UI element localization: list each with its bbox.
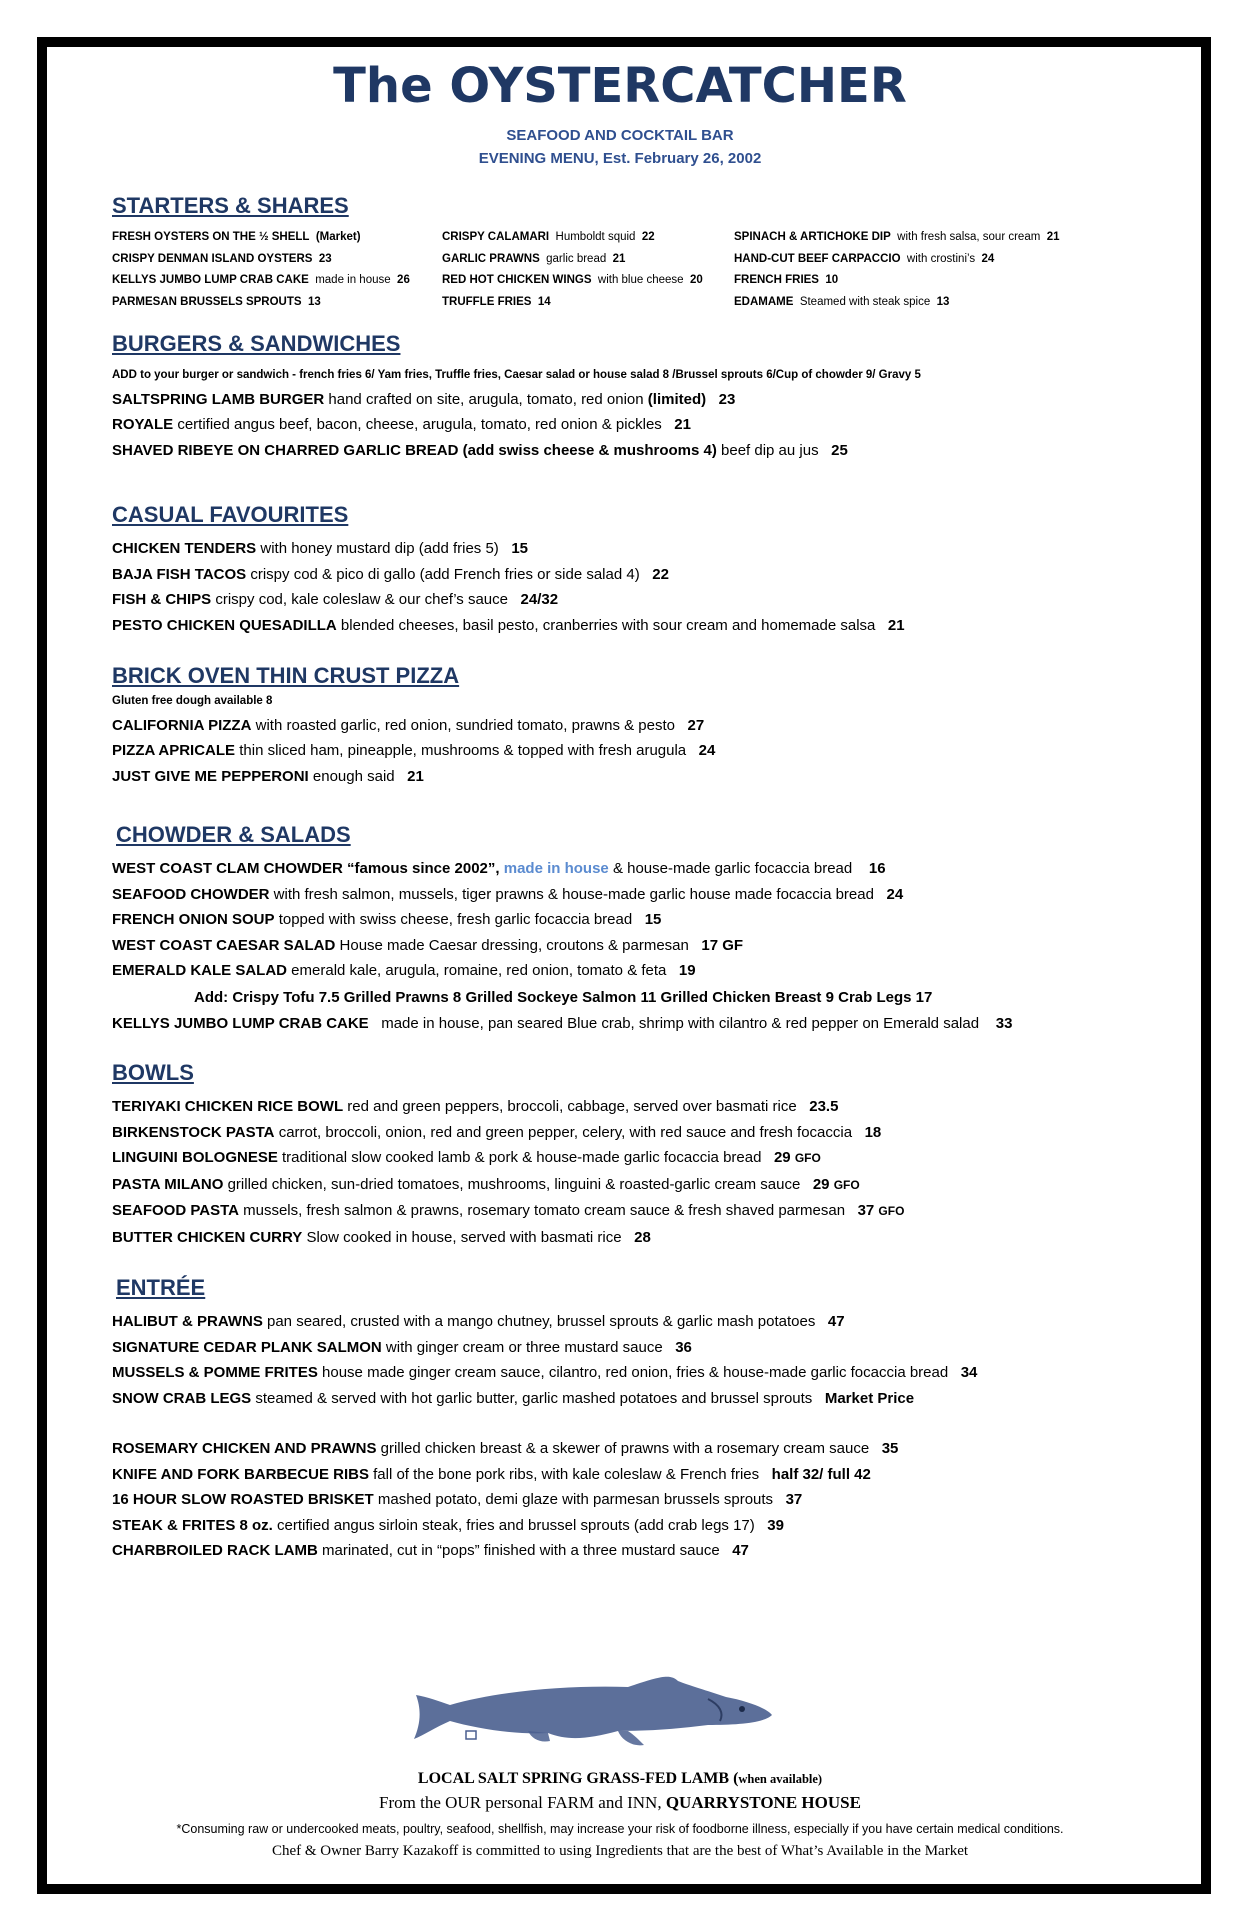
- lamb-availability: when available): [738, 1772, 823, 1786]
- item-suffix: GFO: [878, 1204, 905, 1218]
- section-heading: CASUAL FAVOURITES: [112, 502, 349, 527]
- item-price: 23.5: [809, 1098, 839, 1115]
- item-price: 28: [634, 1228, 651, 1246]
- section-casual: [112, 502, 1152, 638]
- section-heading: STARTERS & SHARES: [112, 193, 349, 218]
- menu-item: [112, 1120, 1152, 1146]
- fish-icon: [408, 1665, 778, 1750]
- item-name: FRENCH ONION SOUP: [112, 911, 275, 928]
- item-desc: made in house, pan seared Blue crab, shrimp with cilantro & red pepper on Emerald salad: [381, 1014, 980, 1032]
- item-name: SPINACH & ARTICHOKE DIP: [734, 231, 891, 243]
- item-name: JUST GIVE ME PEPPERONI: [112, 767, 309, 785]
- pizza-list: [112, 713, 1152, 790]
- item-desc: grilled chicken, sun-dried tomatoes, mushrooms, linguini & roasted-garlic cream sauce: [227, 1175, 801, 1193]
- item-price: 16: [868, 860, 886, 877]
- menu-item: [112, 1487, 1152, 1513]
- item-price: 13: [307, 295, 321, 308]
- item-name: TRUFFLE FRIES: [442, 295, 532, 308]
- item-name: PASTA MILANO: [112, 1175, 224, 1193]
- item-desc: red and green peppers, broccoli, cabbage, served over basmati rice: [347, 1098, 797, 1115]
- item-desc: with crostini’s: [906, 252, 976, 265]
- farm-name: QUARRYSTONE HOUSE: [665, 1793, 861, 1812]
- item-price: 18: [864, 1123, 882, 1141]
- menu-item: [112, 412, 1152, 438]
- addons-line: Add: Crispy Tofu 7.5 Grilled Prawns 8 Grilled Sockeye Salmon 11 Grilled Chicken Breast 9 Crab Legs 17: [194, 988, 933, 1006]
- menu-item: [112, 1094, 1152, 1120]
- item-price: 25: [831, 441, 848, 459]
- item-price: 33: [995, 1014, 1013, 1032]
- entree-list: [112, 1309, 1152, 1411]
- item-price: 10: [825, 274, 839, 286]
- section-starters: [112, 193, 1152, 313]
- entree-list: [112, 1436, 1152, 1564]
- menu-item: [734, 227, 1152, 249]
- menu-item: [112, 1225, 1152, 1251]
- item-name: FISH & CHIPS: [112, 591, 212, 608]
- lamb-line: [0, 1770, 1240, 1788]
- item-desc: hand crafted on site, arugula, tomato, red onion: [328, 390, 644, 408]
- item-price: 24: [886, 885, 904, 903]
- item-desc: thin sliced ham, pineapple, mushrooms & topped with fresh arugula: [239, 742, 687, 759]
- food-warning: *Consuming raw or undercooked meats, poultry, seafood, shellfish, may increase your risk of foodborne illness, especially if you have certain medical conditions.: [176, 1822, 1064, 1836]
- menu-item: [112, 562, 1152, 588]
- chowder-list: [112, 882, 1152, 984]
- item-name: CRISPY CALAMARI: [442, 231, 550, 243]
- item-desc: with ginger cream or three mustard sauce: [385, 1338, 663, 1356]
- item-name: STEAK & FRITES 8 oz.: [112, 1516, 273, 1534]
- item-desc: Humboldt squid: [555, 231, 636, 243]
- menu-item: [112, 856, 1152, 882]
- item-name: FRESH OYSTERS ON THE ½ SHELL: [112, 231, 310, 243]
- item-price: 15: [644, 911, 662, 928]
- item-name: PARMESAN BRUSSELS SPROUTS: [112, 295, 302, 308]
- section-burgers: [112, 331, 1152, 463]
- item-name: HAND-CUT BEEF CARPACCIO: [734, 252, 901, 265]
- item-price: 35: [881, 1440, 899, 1457]
- item-desc: with fresh salsa, sour cream: [897, 231, 1041, 243]
- menu-item: [112, 613, 1152, 639]
- item-price: 13: [936, 295, 950, 308]
- item-name: KELLYS JUMBO LUMP CRAB CAKE: [112, 274, 309, 286]
- item-price: 21: [612, 252, 626, 265]
- menu-item: [112, 1172, 1152, 1199]
- menu-item: [734, 292, 1152, 314]
- item-name: SALTSPRING LAMB BURGER: [112, 390, 325, 408]
- item-price: 26: [397, 274, 410, 286]
- fish-print-image: [408, 1665, 778, 1750]
- menu-item: [112, 713, 1152, 739]
- item-name: WEST COAST CAESAR SALAD: [112, 936, 336, 954]
- item-price: 21: [887, 616, 905, 634]
- item-price: 14: [537, 295, 551, 308]
- menu-item: [112, 1513, 1152, 1539]
- item-price: 29: [812, 1175, 830, 1193]
- item-name: KNIFE AND FORK BARBECUE RIBS: [112, 1465, 369, 1483]
- section-heading: BURGERS & SANDWICHES: [112, 331, 401, 356]
- item-name: CHICKEN TENDERS: [112, 540, 257, 557]
- menu-item: [112, 270, 442, 292]
- item-desc: marinated, cut in “pops” finished with a three mustard sauce: [322, 1542, 720, 1559]
- item-price: 24: [981, 252, 995, 265]
- item-name: FRENCH FRIES: [734, 274, 819, 286]
- lamb-text: LOCAL SALT SPRING GRASS-FED LAMB (: [417, 1770, 739, 1787]
- item-desc: House made Caesar dressing, croutons & parmesan: [339, 936, 689, 954]
- item-name: BUTTER CHICKEN CURRY: [112, 1228, 303, 1246]
- item-name: CALIFORNIA PIZZA: [112, 716, 252, 734]
- item-desc: traditional slow cooked lamb & pork & house-made garlic focaccia bread: [282, 1149, 762, 1166]
- item-name: SNOW CRAB LEGS: [112, 1389, 252, 1407]
- item-price: half 32/ full 42: [771, 1465, 871, 1483]
- item-name: PIZZA APRICALE: [112, 742, 236, 759]
- menu-item: [112, 958, 1152, 984]
- item-desc: with blue cheese: [597, 274, 684, 286]
- item-name: 16 HOUR SLOW ROASTED BRISKET: [112, 1491, 374, 1508]
- pizza-gluten-note: Gluten free dough available 8: [112, 695, 273, 707]
- section-bowls: [112, 1060, 1152, 1250]
- item-name: ROSEMARY CHICKEN AND PRAWNS: [112, 1440, 377, 1457]
- item-desc: grilled chicken breast & a skewer of prawns with a rosemary cream sauce: [380, 1440, 870, 1457]
- item-name: SEAFOOD CHOWDER: [112, 885, 270, 903]
- item-extra: (limited): [647, 390, 707, 408]
- item-desc: garlic bread: [546, 252, 607, 265]
- menu-item: [112, 1145, 1152, 1172]
- item-name: SEAFOOD PASTA: [112, 1202, 239, 1219]
- item-desc: certified angus sirloin steak, fries and brussel sprouts (add crab legs 17): [277, 1516, 755, 1534]
- item-desc: carrot, broccoli, onion, red and green pepper, celery, with red sauce and fresh focaccia: [278, 1123, 853, 1141]
- item-desc: crispy cod, kale coleslaw & our chef’s sauce: [215, 591, 508, 608]
- item-desc: fall of the bone pork ribs, with kale coleslaw & French fries: [373, 1465, 760, 1483]
- item-desc: steamed & served with hot garlic butter, garlic mashed potatoes and brussel sprouts: [255, 1389, 813, 1407]
- subtitle-menu: EVENING MENU, Est. February 26, 2002: [478, 150, 762, 167]
- item-price: 24/32: [520, 591, 559, 608]
- item-price: 37: [857, 1202, 875, 1219]
- item-price: 29: [773, 1149, 791, 1166]
- item-name: LINGUINI BOLOGNESE: [112, 1149, 278, 1166]
- item-desc: Slow cooked in house, served with basmati rice: [306, 1228, 622, 1246]
- item-price: 37: [785, 1491, 803, 1508]
- item-price: Market Price: [824, 1389, 915, 1407]
- section-chowder: [112, 822, 1152, 1036]
- item-name: CHARBROILED RACK LAMB: [112, 1542, 318, 1559]
- item-name: ROYALE: [112, 416, 174, 433]
- item-price: 21: [674, 416, 691, 433]
- menu-item: [112, 1538, 1152, 1564]
- item-desc: emerald kale, arugula, romaine, red onion, tomato & feta: [291, 962, 667, 979]
- item-name: BAJA FISH TACOS: [112, 565, 247, 583]
- item-price: 21: [1046, 231, 1060, 243]
- item-price: 36: [675, 1338, 692, 1356]
- item-desc: made in house: [315, 274, 391, 286]
- item-price: 15: [511, 540, 529, 557]
- item-price: 24: [698, 742, 716, 759]
- item-suffix: GFO: [794, 1151, 821, 1165]
- item-suffix: GFO: [833, 1177, 860, 1192]
- item-price: (Market): [315, 231, 361, 243]
- burgers-list: [112, 387, 1152, 464]
- item-name: SHAVED RIBEYE ON CHARRED GARLIC BREAD (add swiss cheese & mushrooms 4): [112, 441, 717, 459]
- item-name: SIGNATURE CEDAR PLANK SALMON: [112, 1338, 382, 1356]
- item-name: HALIBUT & PRAWNS: [112, 1313, 263, 1330]
- item-desc: mussels, fresh salmon & prawns, rosemary tomato cream sauce & fresh shaved parmesan: [243, 1202, 846, 1219]
- item-name: BIRKENSTOCK PASTA: [112, 1123, 275, 1141]
- section-heading: ENTRÉE: [116, 1275, 206, 1300]
- item-name: RED HOT CHICKEN WINGS: [442, 274, 592, 286]
- menu-item: [112, 292, 442, 314]
- item-desc: pan seared, crusted with a mango chutney, brussel sprouts & garlic mash potatoes: [267, 1313, 816, 1330]
- section-heading: CHOWDER & SALADS: [116, 822, 351, 847]
- item-name: KELLYS JUMBO LUMP CRAB CAKE: [112, 1014, 369, 1032]
- starters-grid: [112, 227, 1152, 313]
- menu-item: [442, 270, 734, 292]
- item-desc: crispy cod & pico di gallo (add French fries or side salad 4): [250, 565, 640, 583]
- item-name: GARLIC PRAWNS: [442, 252, 540, 265]
- item-name: PESTO CHICKEN QUESADILLA: [112, 616, 337, 634]
- section-heading: BOWLS: [112, 1060, 194, 1085]
- section-pizza: [112, 663, 1152, 789]
- burger-add-note: ADD to your burger or sandwich - french fries 6/ Yam fries, Truffle fries, Caesar salad or house salad 8 /Brussel sprouts 6/Cup of chowder 9/ Gravy 5: [112, 369, 921, 381]
- menu-item: [112, 933, 1152, 959]
- item-price: 23: [318, 252, 332, 265]
- item-desc: with honey mustard dip (add fries 5): [260, 540, 499, 557]
- item-desc: enough said: [312, 767, 395, 785]
- item-desc: Steamed with steak spice: [799, 295, 931, 308]
- menu-item: [112, 907, 1152, 933]
- farm-line: [0, 1793, 1240, 1813]
- item-price: 17 GF: [701, 936, 744, 954]
- item-name: MUSSELS & POMME FRITES: [112, 1364, 318, 1381]
- menu-item: [112, 1335, 1152, 1361]
- item-name: CRISPY DENMAN ISLAND OYSTERS: [112, 252, 313, 265]
- restaurant-title: The OYSTERCATCHER: [333, 58, 907, 114]
- item-price: 39: [767, 1516, 784, 1534]
- item-name: EMERALD KALE SALAD: [112, 962, 287, 979]
- menu-item: [112, 1309, 1152, 1335]
- item-name: TERIYAKI CHICKEN RICE BOWL: [112, 1098, 344, 1115]
- item-desc: with fresh salmon, mussels, tiger prawns & house-made garlic house made focaccia bread: [273, 885, 874, 903]
- item-highlight: made in house: [503, 860, 609, 877]
- section-heading: BRICK OVEN THIN CRUST PIZZA: [112, 663, 460, 688]
- item-price: 19: [678, 962, 696, 979]
- subtitle-bar: SEAFOOD AND COCKTAIL BAR: [506, 127, 734, 144]
- farm-text: From the OUR personal FARM and INN,: [379, 1793, 666, 1812]
- menu-item: [112, 764, 1152, 790]
- item-price: 47: [827, 1313, 845, 1330]
- item-price: 23: [718, 390, 736, 408]
- menu-item: [442, 227, 734, 249]
- section-entree: [112, 1275, 1152, 1564]
- menu-item: [112, 438, 1152, 464]
- item-name: EDAMAME: [734, 295, 794, 308]
- menu-item: [112, 1011, 1152, 1037]
- item-price: 34: [960, 1364, 978, 1381]
- menu-item: [112, 249, 442, 271]
- menu-item: [112, 1462, 1152, 1488]
- menu-item: [112, 1198, 1152, 1225]
- menu-item: [112, 536, 1152, 562]
- chef-note: Chef & Owner Barry Kazakoff is committed to using Ingredients that are the best of What’s Available in the Market: [271, 1843, 969, 1859]
- bowls-list: [112, 1094, 1152, 1250]
- item-desc: with roasted garlic, red onion, sundried tomato, prawns & pesto: [255, 716, 676, 734]
- item-price: 22: [641, 231, 655, 243]
- item-price: 20: [689, 274, 703, 286]
- menu-item: [112, 882, 1152, 908]
- menu-item: [442, 292, 734, 314]
- item-desc: blended cheeses, basil pesto, cranberries with sour cream and homemade salsa: [340, 616, 876, 634]
- menu-item: [112, 1360, 1152, 1386]
- menu-item: [112, 738, 1152, 764]
- menu-item: [112, 1436, 1152, 1462]
- item-price: 27: [687, 716, 705, 734]
- menu-item: [112, 227, 442, 249]
- item-desc: mashed potato, demi glaze with parmesan brussels sprouts: [377, 1491, 774, 1508]
- casual-list: [112, 536, 1152, 638]
- menu-item: [112, 387, 1152, 413]
- item-price: 47: [732, 1542, 749, 1559]
- menu-item: [112, 1386, 1152, 1412]
- item-desc: topped with swiss cheese, fresh garlic focaccia bread: [278, 911, 633, 928]
- item-price: 22: [652, 565, 669, 583]
- item-desc: house made ginger cream sauce, cilantro, red onion, fries & house-made garlic focaccia bread: [322, 1364, 949, 1381]
- item-price: 21: [407, 767, 424, 785]
- menu-item: [112, 587, 1152, 613]
- item-desc: & house-made garlic focaccia bread: [612, 860, 853, 877]
- item-desc: certified angus beef, bacon, cheese, arugula, tomato, red onion & pickles: [177, 416, 662, 433]
- menu-item: [442, 249, 734, 271]
- menu-item: [734, 249, 1152, 271]
- item-desc: beef dip au jus: [721, 441, 819, 459]
- menu-item: [734, 270, 1152, 292]
- item-name: WEST COAST CLAM CHOWDER “famous since 2002”,: [112, 860, 500, 877]
